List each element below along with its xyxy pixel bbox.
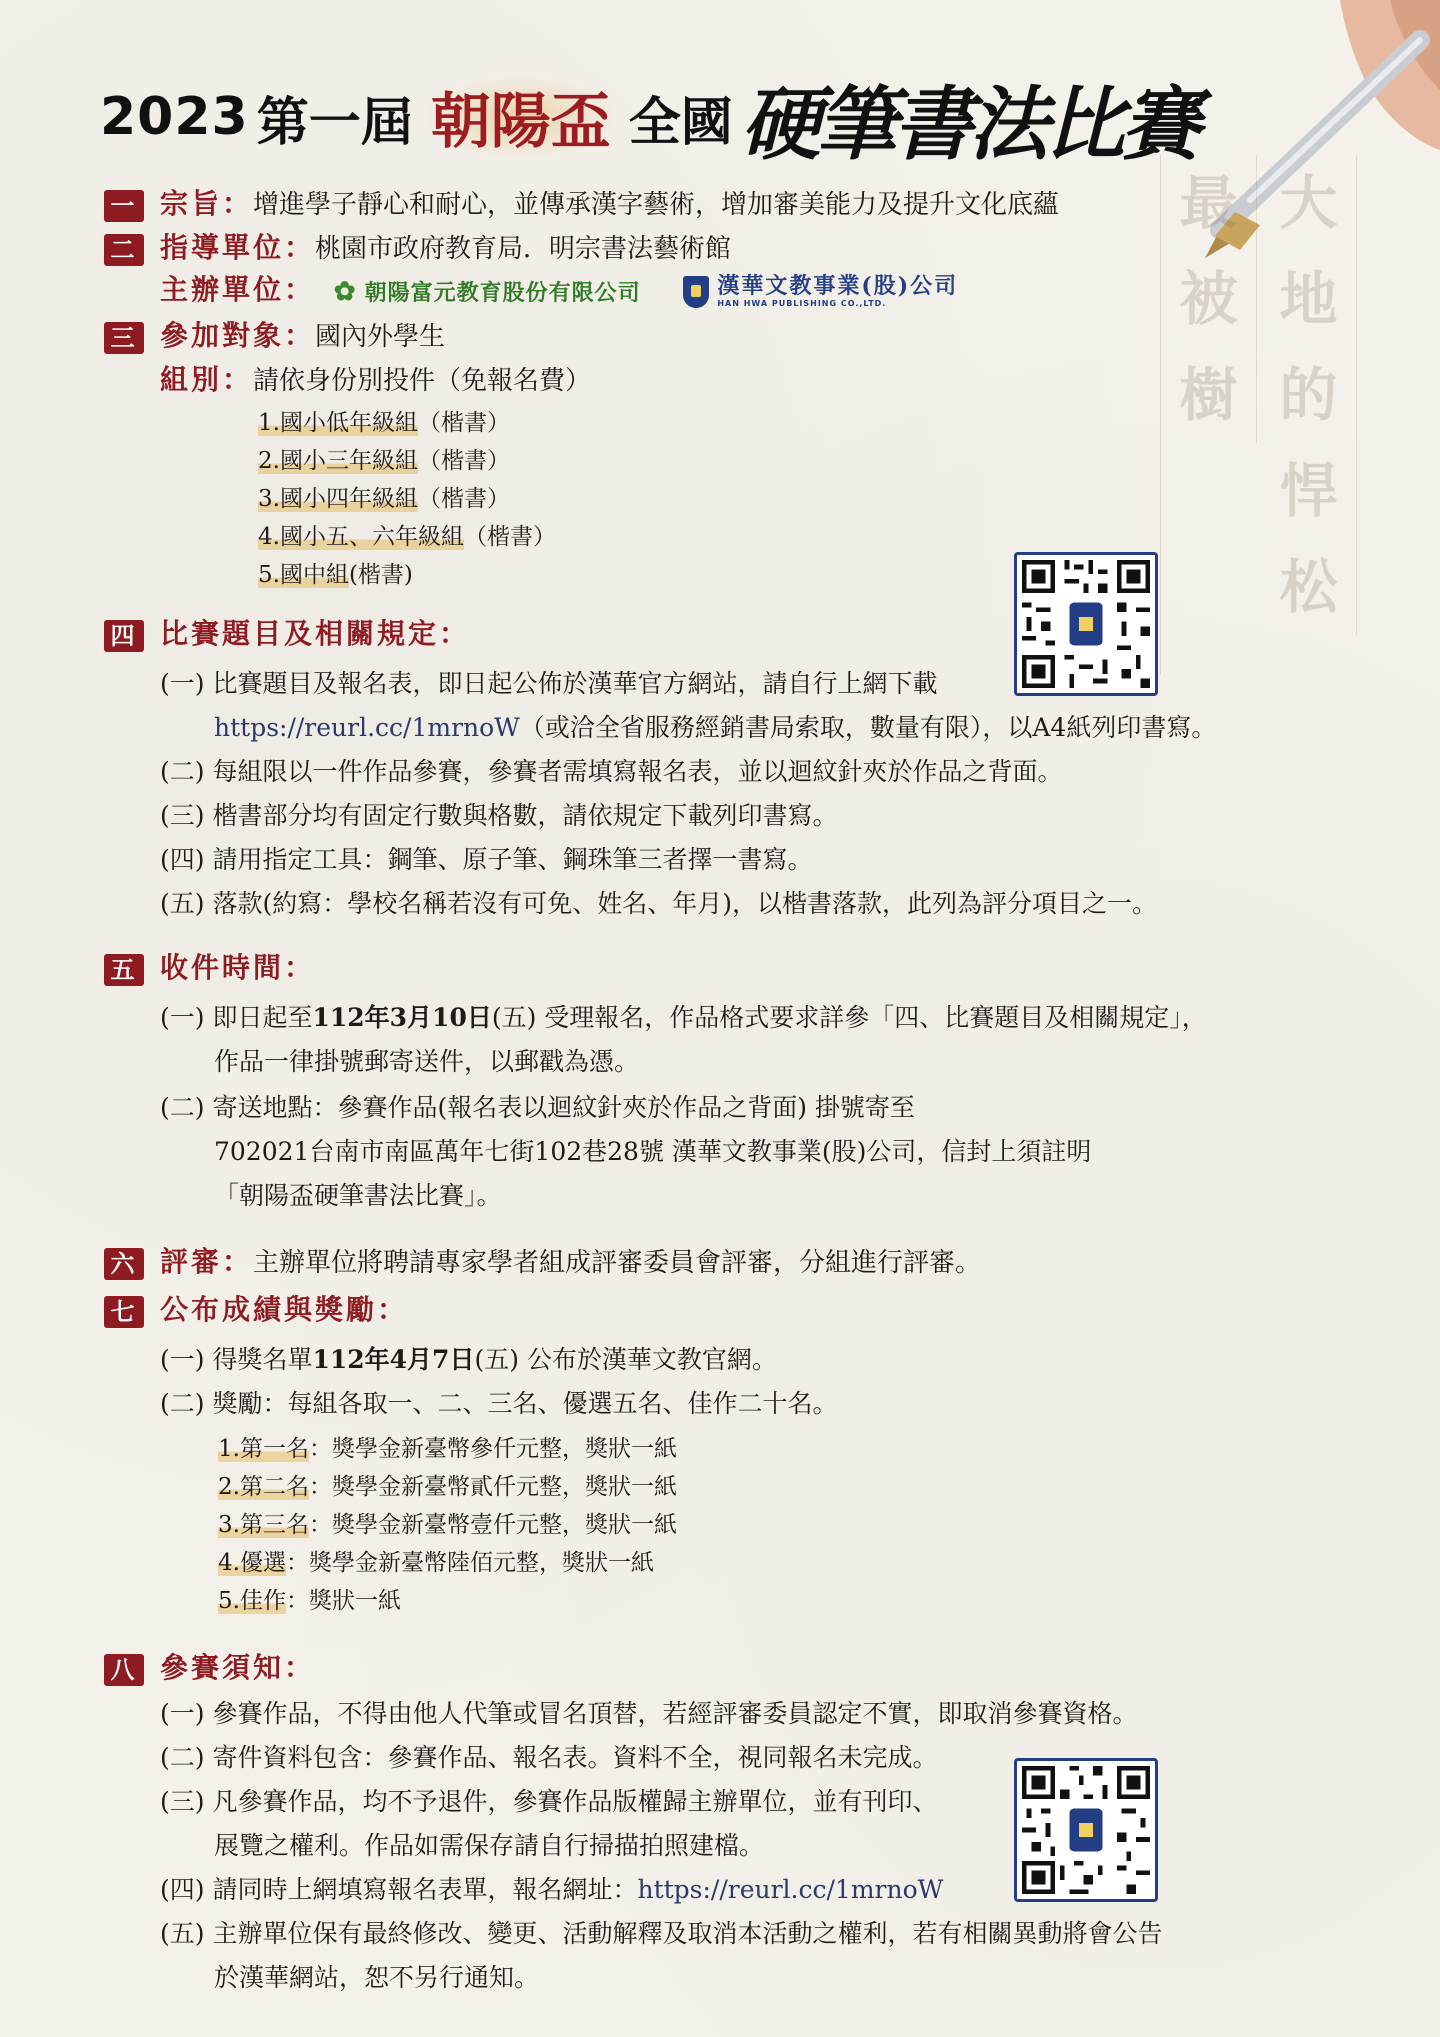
groups-text: 請依身份別投件（免報名費） — [253, 366, 592, 396]
chaoyang-logo-text: 朝陽富元教育股份有限公司 — [364, 280, 641, 306]
results-item — [160, 1340, 777, 1376]
section-number-badge: 四 — [104, 620, 144, 652]
awards-item: (二) 獎勵：每組各取一、二、三名、優選五名、佳作二十名。 — [160, 1389, 838, 1418]
section-results — [104, 1288, 408, 1328]
notice-item: (三) 凡參賽作品，均不予退件，參賽作品版權歸主辦單位，並有刊印、 — [160, 1787, 938, 1816]
section-purpose — [104, 182, 1059, 222]
poem-char: 的 — [1279, 361, 1338, 429]
deadline-date: 112年3月10日 — [312, 1003, 492, 1032]
shield-icon — [683, 276, 709, 308]
group-item — [258, 518, 556, 551]
award-prize: ：獎學金新臺幣壹仟元整，獎狀一紙 — [308, 1512, 677, 1538]
section-title: 參賽須知： — [160, 1651, 316, 1684]
poem-char: 松 — [1279, 553, 1338, 621]
group-name: 5.國中組 — [258, 562, 349, 588]
section-title: 參加對象： — [160, 319, 316, 352]
section-participants — [104, 314, 445, 354]
qr-code-download[interactable] — [1014, 552, 1158, 696]
section-deadline — [104, 946, 315, 986]
poem-char: 被 — [1179, 265, 1238, 333]
award-row — [218, 1468, 677, 1501]
award-row — [218, 1430, 677, 1463]
title-cup: 朝陽盃 — [421, 74, 621, 160]
group-note: （楷書） — [417, 486, 510, 512]
group-note: （楷書） — [463, 524, 556, 550]
notice-item: (二) 寄件資料包含：參賽作品、報名表。資料不全，視同報名未完成。 — [160, 1743, 938, 1772]
section-judging — [104, 1240, 981, 1280]
chaoyang-logo — [334, 276, 641, 307]
award-rank: 4.優選 — [218, 1550, 286, 1576]
section-number-badge: 六 — [104, 1248, 144, 1280]
groups-title: 組別： — [160, 363, 254, 396]
qr-code-icon — [1017, 1761, 1155, 1899]
notice-item-cont: 於漢華網站，恕不另行通知。 — [214, 1963, 540, 1992]
section-number-badge: 五 — [104, 954, 144, 986]
award-rank: 5.佳作 — [218, 1588, 286, 1614]
poem-char: 地 — [1279, 265, 1338, 333]
deadline-suffix: (五) 受理報名，作品格式要求詳參「四、比賽題目及相關規定」， — [491, 1003, 1207, 1032]
rule-item: (一) 比賽題目及報名表，即日起公佈於漢華官方網站，請自行上網下載 — [160, 669, 938, 698]
section-title: 指導單位： — [160, 231, 316, 264]
award-row — [218, 1506, 677, 1539]
background-poem — [1160, 155, 1361, 675]
results-suffix: (五) 公布於漢華文教官網。 — [474, 1345, 777, 1374]
award-prize: ：獎狀一紙 — [285, 1588, 401, 1614]
notice-item — [160, 1870, 943, 1906]
group-note: （楷書） — [417, 448, 510, 474]
award-prize: ：獎學金新臺幣貳仟元整，獎狀一紙 — [308, 1474, 677, 1500]
qr-code-icon — [1017, 555, 1155, 693]
award-rank: 2.第二名 — [218, 1474, 309, 1500]
rule-item-cont — [214, 708, 1216, 744]
group-name: 3.國小四年級組 — [258, 486, 418, 512]
title-calligraphy: 硬筆書法比賽 — [740, 76, 1197, 171]
hanhwa-logo-text: 漢華文教事業(股)公司 — [717, 273, 959, 299]
mail-item: (二) 寄送地點：參賽作品(報名表以迴紋針夾於作品之背面) 掛號寄至 — [160, 1093, 915, 1122]
results-prefix: (一) 得獎名單 — [160, 1345, 313, 1374]
section-title: 評審： — [160, 1245, 254, 1278]
section-title: 公布成績與獎勵： — [160, 1293, 409, 1326]
section-number-badge: 七 — [104, 1296, 144, 1328]
award-prize: ：獎學金新臺幣陸佰元整，獎狀一紙 — [285, 1550, 654, 1576]
mail-address: 702021台南市南區萬年七街102巷28號 漢華文教事業(股)公司，信封上須註明 — [214, 1137, 1092, 1166]
poem-column-2 — [1261, 155, 1357, 635]
section-number-badge: 一 — [104, 190, 144, 222]
notice-item: (五) 主辦單位保有最終修改、變更、活動解釋及取消本活動之權利，若有相關異動將會公告 — [160, 1919, 1163, 1948]
rule-item-cont-text: （或洽全省服務經銷書局索取，數量有限），以A4紙列印書寫。 — [519, 713, 1217, 742]
group-item — [258, 442, 510, 475]
title-national: 全國 — [628, 91, 733, 153]
group-item — [258, 556, 413, 589]
group-name: 2.國小三年級組 — [258, 448, 418, 474]
title-edition: 第一屆 — [256, 91, 413, 153]
section-text: 桃園市政府教育局．明宗書法藝術館 — [315, 234, 732, 264]
group-note: （楷書） — [417, 410, 510, 436]
award-row — [218, 1582, 401, 1615]
section-text: 主辦單位將聘請專家學者組成評審委員會評審，分組進行評審。 — [253, 1248, 982, 1278]
section-number-badge: 三 — [104, 322, 144, 354]
hanhwa-logo — [683, 275, 958, 308]
notice-text: (四) 請同時上網填寫報名表單，報名網址： — [160, 1875, 638, 1904]
group-item — [258, 404, 510, 437]
section-text: 國內外學生 — [315, 322, 446, 352]
group-note: (楷書) — [348, 562, 413, 588]
leaf-icon: ✿ — [333, 276, 359, 307]
notice-item: (一) 參賽作品，不得由他人代筆或冒名頂替，若經評審委員認定不實，即取消參賽資格。 — [160, 1699, 1138, 1728]
rule-item: (四) 請用指定工具：鋼筆、原子筆、鋼珠筆三者擇一書寫。 — [160, 845, 813, 874]
rule-item: (二) 每組限以一件作品參賽，參賽者需填寫報名表，並以迴紋針夾於作品之背面。 — [160, 757, 1063, 786]
award-prize: ：獎學金新臺幣參仟元整，獎狀一紙 — [308, 1436, 677, 1462]
section-notice — [104, 1646, 315, 1686]
award-row — [218, 1544, 654, 1577]
group-item — [258, 480, 510, 513]
notice-item-cont: 展覽之權利。作品如需保存請自行掃描拍照建檔。 — [214, 1831, 765, 1860]
title-year: 2023 — [100, 87, 249, 147]
section-number-badge: 八 — [104, 1654, 144, 1686]
signup-link[interactable]: https://reurl.cc/1mrnoW — [637, 1875, 944, 1904]
qr-code-signup[interactable] — [1014, 1758, 1158, 1902]
mail-note: 「朝陽盃硬筆書法比賽」。 — [214, 1181, 502, 1210]
poem-char: 最 — [1179, 169, 1238, 237]
group-name: 1.國小低年級組 — [258, 410, 418, 436]
poem-char: 悍 — [1279, 457, 1338, 525]
section-number-badge: 二 — [104, 234, 144, 266]
deadline-item-cont: 作品一律掛號郵寄送件，以郵戳為憑。 — [214, 1047, 640, 1076]
deadline-prefix: (一) 即日起至 — [160, 1003, 313, 1032]
rule-item: (三) 楷書部分均有固定行數與格數，請依規定下載列印書寫。 — [160, 801, 838, 830]
group-name: 4.國小五、六年級組 — [258, 524, 464, 550]
section-title: 比賽題目及相關規定： — [160, 617, 471, 650]
section-title: 收件時間： — [160, 951, 316, 984]
download-link[interactable]: https://reurl.cc/1mrnoW — [214, 713, 520, 742]
award-rank: 1.第一名 — [218, 1436, 309, 1462]
section-text: 增進學子靜心和耐心，並傳承漢字藝術，增加審美能力及提升文化底蘊 — [253, 190, 1060, 220]
poem-char: 大 — [1279, 169, 1338, 237]
organizer-row — [160, 268, 958, 308]
poem-char: 樹 — [1179, 361, 1238, 429]
page-title — [100, 62, 1197, 172]
groups-row — [160, 358, 591, 398]
poem-column-1 — [1161, 155, 1257, 443]
section-rules — [104, 612, 470, 652]
section-title: 宗旨： — [160, 187, 254, 220]
hanhwa-logo-en: HAN HWA PUBLISHING CO.,LTD. — [717, 299, 887, 308]
rule-item: (五) 落款(約寫：學校名稱若沒有可免、姓名、年月)，以楷書落款，此列為評分項目之一。 — [160, 889, 1157, 918]
organizer-title: 主辦單位： — [160, 273, 316, 306]
section-guidance — [104, 226, 731, 266]
results-date: 112年4月7日 — [312, 1345, 475, 1374]
award-rank: 3.第三名 — [218, 1512, 309, 1538]
deadline-item — [160, 998, 1207, 1034]
